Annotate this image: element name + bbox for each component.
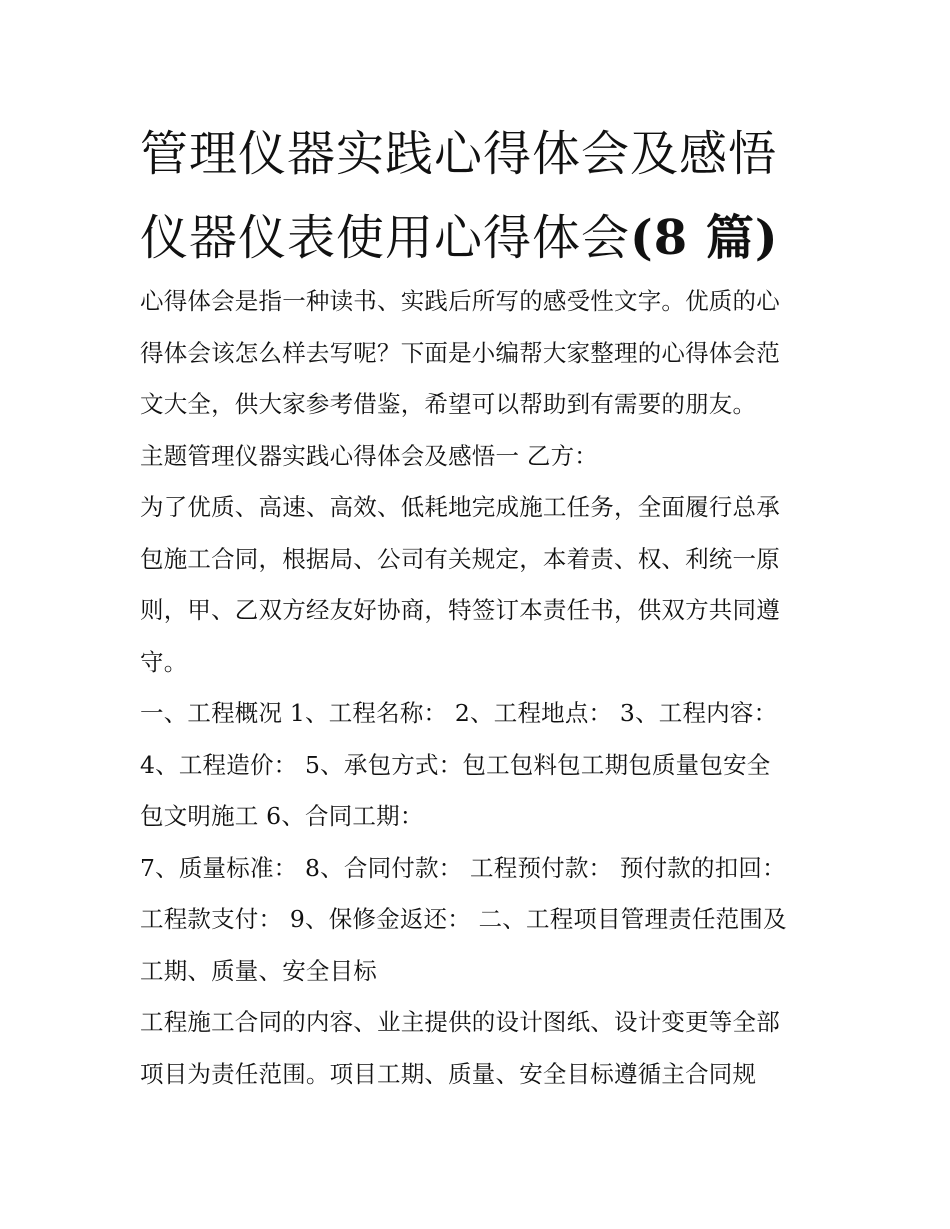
document-body — [140, 276, 820, 1100]
body-line: 主题管理仪器实践心得体会及感悟一 乙方： — [140, 441, 598, 470]
body-line: 则，甲、乙双方经友好协商，特签订本责任书，供双方共同遵 — [140, 596, 780, 624]
body-line: 工程款支付： 9、保修金返还： 二、工程项目管理责任范围及 — [140, 905, 787, 933]
body-line: 为了优质、高速、高效、低耗地完成施工任务，全面履行总承 — [140, 493, 780, 521]
body-line: 得体会该怎么样去写呢？下面是小编帮大家整理的心得体会范 — [140, 338, 780, 367]
body-line: 7、质量标准： 8、合同付款： 工程预付款： 预付款的扣回： — [140, 853, 786, 882]
body-line: 项目为责任范围。项目工期、质量、安全目标遵循主合同规 — [140, 1059, 757, 1088]
body-line: 心得体会是指一种读书、实践后所写的感受性文字。优质的心 — [140, 287, 780, 315]
title-line-2: 仪器仪表使用心得体会 — [140, 210, 631, 266]
body-line: 文大全，供大家参考借鉴，希望可以帮助到有需要的朋友。 — [140, 390, 757, 418]
body-line: 包文明施工 6、合同工期： — [140, 802, 424, 830]
body-line: 守。 — [140, 647, 188, 676]
body-line: 4、工程造价： 5、承包方式：包工包料包工期包质量包安全 — [140, 750, 771, 779]
title-line-1: 管理仪器实践心得体会及感悟 — [140, 126, 778, 182]
body-line: 一、工程概况 1、工程名称： 2、工程地点： 3、工程内容： — [140, 699, 778, 727]
body-line: 包施工合同，根据局、公司有关规定，本着责、权、利统一原 — [140, 544, 780, 573]
body-line: 工期、质量、安全目标 — [140, 956, 377, 985]
title-line-2-count: (8 篇) — [630, 210, 779, 266]
body-line: 工程施工合同的内容、业主提供的设计图纸、设计变更等全部 — [140, 1008, 780, 1036]
document-title — [140, 112, 820, 280]
